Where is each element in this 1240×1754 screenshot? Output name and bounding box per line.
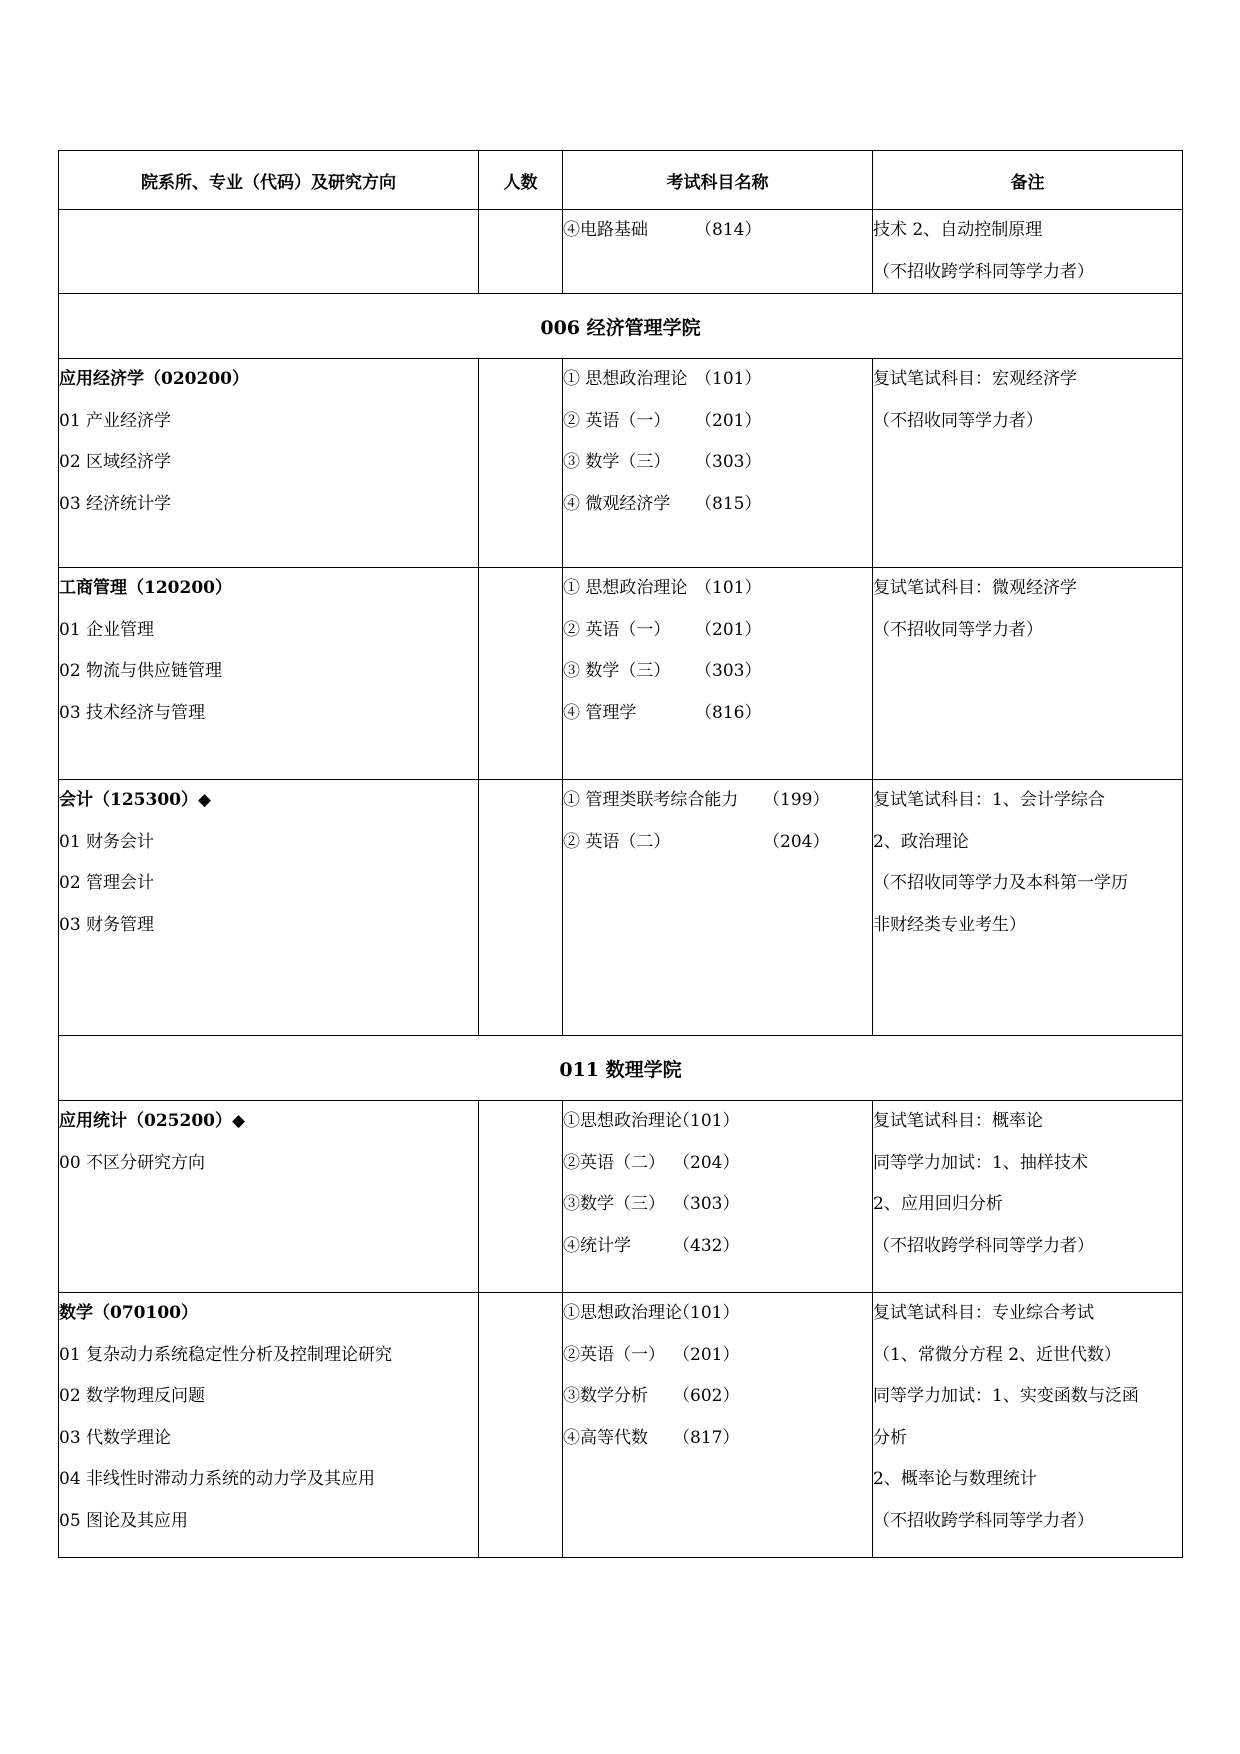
major-title: 数学（070100） <box>59 1303 198 1323</box>
direction-item: 02 物流与供应链管理 <box>59 661 223 681</box>
direction-item: 04 非线性时滞动力系统的动力学及其应用 <box>59 1469 376 1489</box>
table-row <box>59 568 1183 780</box>
subject-line: ③ 数学（三） （303） <box>563 661 762 681</box>
notes-cell: 复试笔试科目：专业综合考试 （1、常微分方程 2、近世代数） 同等学力加试：1、实变函数与泛函 分析 2、概率论与数理统计 （不招收跨学科同等学力者） <box>873 1293 1183 1558</box>
subject-line: ①思想政治理论（101） <box>563 1111 740 1131</box>
notes-cell: 复试笔试科目：1、会计学综合 2、政治理论 （不招收同等学力及本科第一学历 非财经类专业考生） <box>873 780 1183 1036</box>
subjects-cell <box>563 1293 873 1558</box>
count-cell <box>479 568 563 780</box>
direction-item: 02 数学物理反问题 <box>59 1386 206 1406</box>
subject-line: ④电路基础 （814） <box>563 220 762 240</box>
count-cell <box>479 1293 563 1558</box>
subjects-cell <box>563 568 873 780</box>
subject-line: ① 思想政治理论 （101） <box>563 369 762 389</box>
subject-line: ②英语（一） （201） <box>563 1344 740 1365</box>
college-title: 006 经济管理学院 <box>59 294 1183 359</box>
department-cell <box>59 359 479 568</box>
subject-line: ④高等代数 （817） <box>563 1427 740 1448</box>
count-cell <box>479 1101 563 1293</box>
department-cell <box>59 210 479 294</box>
header-exam-subjects: 考试科目名称 <box>563 151 873 210</box>
subject-line: ④ 管理学 （816） <box>563 702 762 723</box>
subjects-cell <box>563 1101 873 1293</box>
notes-cell: 复试笔试科目：微观经济学 （不招收同等学力者） <box>873 568 1183 780</box>
major-title: 应用统计（025200）◆ <box>59 1111 246 1131</box>
notes-cell: 技术 2、自动控制原理 （不招收跨学科同等学力者） <box>873 210 1183 294</box>
direction-item: 02 区域经济学 <box>59 452 172 472</box>
header-count: 人数 <box>479 151 563 210</box>
subject-line: ③数学分析 （602） <box>563 1386 740 1406</box>
direction-item: 03 财务管理 <box>59 914 155 935</box>
direction-item: 01 复杂动力系统稳定性分析及控制理论研究 <box>59 1344 393 1365</box>
notes-cell: 复试笔试科目：宏观经济学 （不招收同等学力者） <box>873 359 1183 568</box>
subjects-cell <box>563 780 873 1036</box>
table-row <box>59 359 1183 568</box>
major-title: 应用经济学（020200） <box>59 369 249 389</box>
subject-line: ④ 微观经济学 （815） <box>563 493 762 514</box>
department-cell <box>59 1101 479 1293</box>
table-row <box>59 1293 1183 1558</box>
table-row <box>59 210 1183 294</box>
table-header-row <box>59 151 1183 210</box>
subject-line: ③ 数学（三） （303） <box>563 452 762 472</box>
direction-item: 03 技术经济与管理 <box>59 702 206 723</box>
count-cell <box>479 359 563 568</box>
subject-line: ② 英语（二） （204） <box>563 831 830 852</box>
college-row <box>59 294 1183 359</box>
count-cell <box>479 780 563 1036</box>
header-department: 院系所、专业（代码）及研究方向 <box>59 151 479 210</box>
direction-item: 03 代数学理论 <box>59 1427 172 1448</box>
subject-line: ①思想政治理论（101） <box>563 1303 740 1323</box>
subject-line: ② 英语（一） （201） <box>563 619 762 640</box>
subject-line: ① 管理类联考综合能力 （199） <box>563 790 830 810</box>
notes-cell: 复试笔试科目：概率论 同等学力加试：1、抽样技术 2、应用回归分析 （不招收跨学科同等学力者） <box>873 1101 1183 1293</box>
subject-line: ③数学（三） （303） <box>563 1194 740 1214</box>
subject-line: ④统计学 （432） <box>563 1235 740 1256</box>
table-row <box>59 1101 1183 1293</box>
college-title: 011 数理学院 <box>59 1036 1183 1101</box>
direction-item: 01 财务会计 <box>59 831 155 852</box>
direction-item: 01 企业管理 <box>59 619 155 640</box>
subjects-cell <box>563 210 873 294</box>
header-notes: 备注 <box>873 151 1183 210</box>
table-row <box>59 780 1183 1036</box>
college-row <box>59 1036 1183 1101</box>
count-cell <box>479 210 563 294</box>
subjects-cell <box>563 359 873 568</box>
subject-line: ②英语（二） （204） <box>563 1152 740 1173</box>
admissions-catalog-table <box>58 150 1183 1558</box>
direction-item: 01 产业经济学 <box>59 410 172 431</box>
department-cell <box>59 568 479 780</box>
direction-item: 03 经济统计学 <box>59 493 172 514</box>
subject-line: ② 英语（一） （201） <box>563 410 762 431</box>
department-cell <box>59 780 479 1036</box>
subject-line: ① 思想政治理论 （101） <box>563 578 762 598</box>
direction-item: 05 图论及其应用 <box>59 1510 189 1531</box>
major-title: 会计（125300）◆ <box>59 790 212 810</box>
major-title: 工商管理（120200） <box>59 578 232 598</box>
direction-item: 00 不区分研究方向 <box>59 1152 206 1173</box>
department-cell <box>59 1293 479 1558</box>
direction-item: 02 管理会计 <box>59 873 155 893</box>
